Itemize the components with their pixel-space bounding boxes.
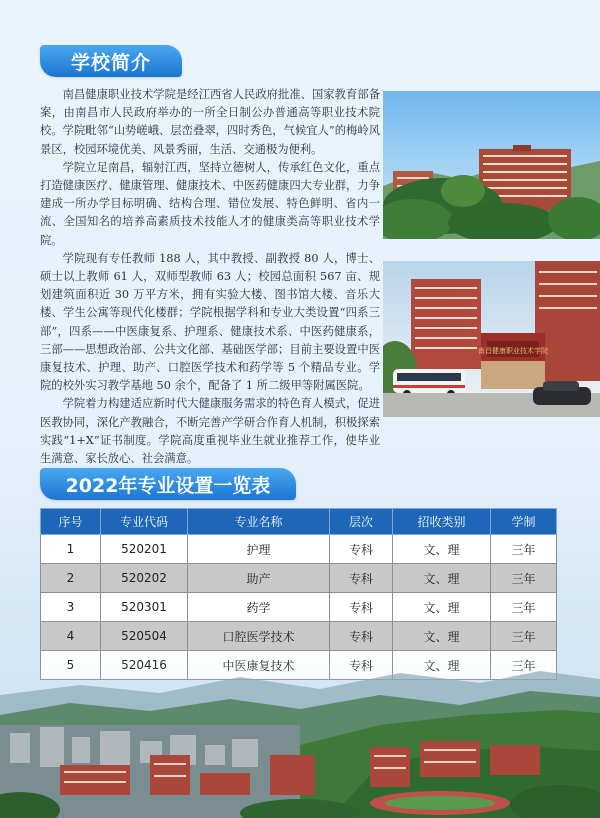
table-cell: 文、理	[393, 593, 491, 622]
table-cell: 助产	[188, 564, 330, 593]
column-header: 专业名称	[188, 509, 330, 535]
column-header: 学制	[491, 509, 557, 535]
majors-heading: 2022年专业设置一览表	[40, 468, 296, 500]
intro-heading: 学校简介	[40, 45, 182, 77]
table-cell: 文、理	[393, 622, 491, 651]
table-cell: 专科	[330, 622, 393, 651]
table-cell: 4	[41, 622, 101, 651]
intro-text	[40, 86, 380, 468]
table-cell: 口腔医学技术	[188, 622, 330, 651]
table-cell: 三年	[491, 593, 557, 622]
column-header: 招收类别	[393, 509, 491, 535]
table-header-row	[41, 509, 557, 535]
table-cell: 专科	[330, 535, 393, 564]
gate-sign: 南昌健康职业技术学院	[478, 347, 548, 355]
campus-photo-gate	[383, 261, 600, 417]
table-cell: 3	[41, 593, 101, 622]
table-cell: 药学	[188, 593, 330, 622]
intro-paragraph-1: 南昌健康职业技术学院是经江西省人民政府批准、国家教育部备案，由南昌市人民政府举办的一所全日制公办普通高等职业技术院校。学院毗邻“山势嵯峨、层峦叠翠，四时秀色，气候宜人”的梅岭风景区，校园环境优美、风景秀丽，生活、交通极为便利。	[40, 88, 380, 156]
table-row	[41, 564, 557, 593]
table-cell: 1	[41, 535, 101, 564]
table-cell: 专科	[330, 593, 393, 622]
intro-paragraph-2: 学院立足南昌，辐射江西，坚持立德树人，传承红色文化，重点打造健康医疗、健康管理、健康技术、中医药健康四大专业群，力争建成一所办学目标明确、结构合理、错位发展、特色鲜明、省内一流、全国知名的培养高素质技术技能人才的健康类高等职业技术学院。	[40, 160, 380, 247]
column-header: 专业代码	[101, 509, 188, 535]
table-cell: 520202	[101, 564, 188, 593]
table-cell: 文、理	[393, 564, 491, 593]
table-cell: 文、理	[393, 535, 491, 564]
table-cell: 三年	[491, 564, 557, 593]
column-header: 序号	[41, 509, 101, 535]
table-cell: 520504	[101, 622, 188, 651]
table-cell: 2	[41, 564, 101, 593]
intro-paragraph-4: 学院着力构建适应新时代大健康服务需求的特色育人模式，促进医教协同，深化产教融合，不断完善产学研合作育人机制，积极探索实践“1+X”证书制度。学院高度重视毕业生就业推荐工作，使毕业生满意、家长放心、社会满意。	[40, 397, 380, 466]
campus-photo-buildings	[383, 91, 600, 239]
table-cell: 专科	[330, 564, 393, 593]
table-cell: 三年	[491, 622, 557, 651]
table-row	[41, 593, 557, 622]
table-cell: 护理	[188, 535, 330, 564]
column-header: 层次	[330, 509, 393, 535]
table-row	[41, 535, 557, 564]
table-cell: 520301	[101, 593, 188, 622]
table-cell: 520201	[101, 535, 188, 564]
campus-aerial-photo	[0, 655, 600, 818]
table-cell: 三年	[491, 535, 557, 564]
intro-paragraph-3: 学院现有专任教师 188 人，其中教授、副教授 80 人，博士、硕士以上教师 61 人，双师型教师 63 人；校园总面积 567 亩、规划建筑面积近 30 万平方米，拥有实验大楼、图书馆大楼、音乐大楼、学生公寓等现代化楼群；学院根据学科和专业大类设置“四系三部”，四系——中医康复系、护理系、健康技术系、中医药健康系，三部——思想政治部、公共文化部、基础医学部；目前主要设置中医康复技术、护理、助产、口腔医学技术和药学等 5 个精品专业。学院的校外实习教学基地 50 余个，配备了 1 所二级甲等附属医院。	[40, 251, 380, 393]
table-row	[41, 622, 557, 651]
